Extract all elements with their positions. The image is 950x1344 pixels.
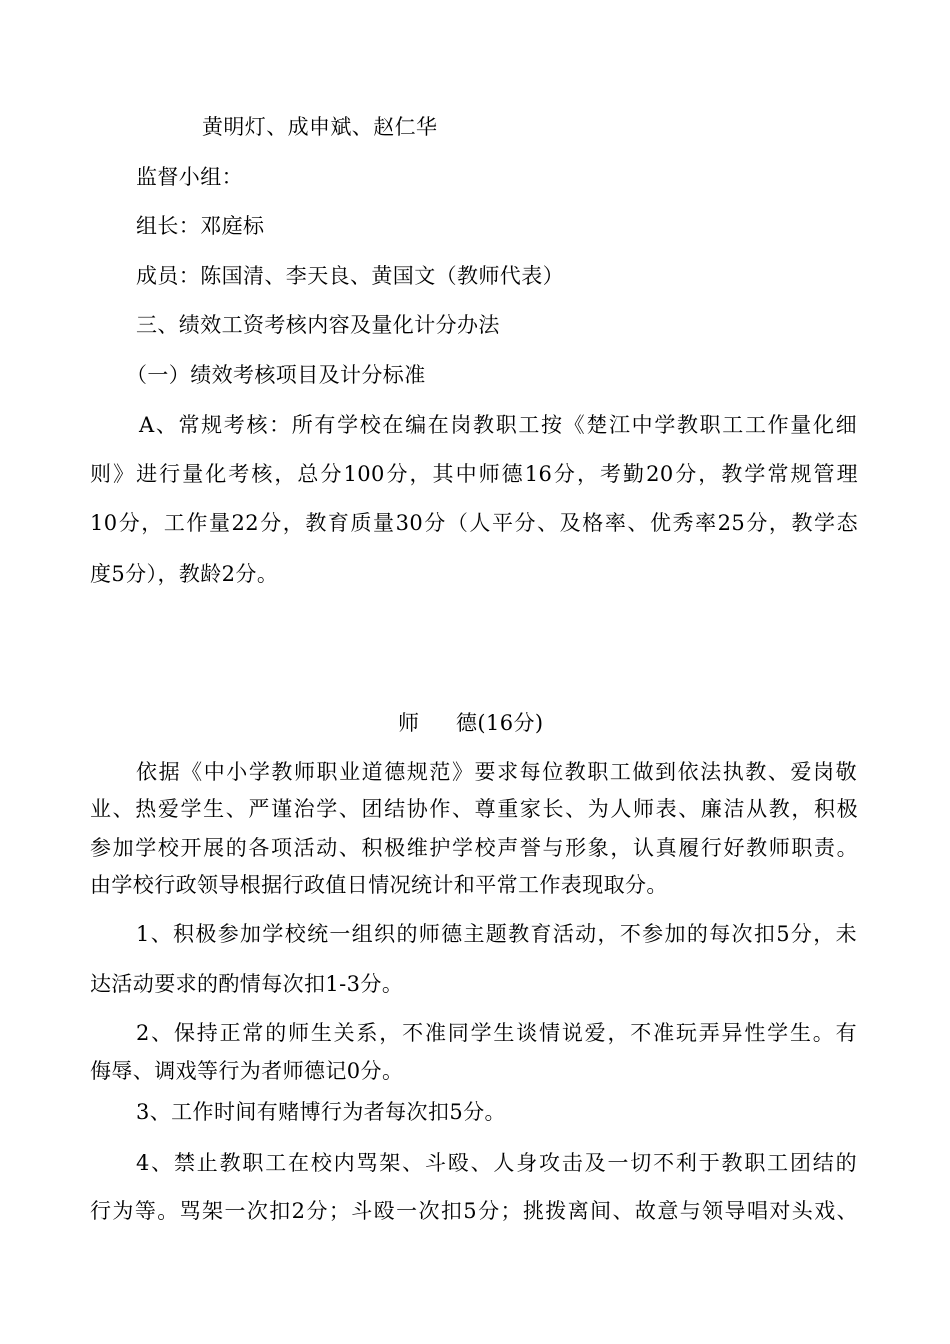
section-a-line-2: 则》进行量化考核，总分100分，其中师德16分，考勤20分，教学常规管理 [90, 462, 858, 486]
ethics-item4-line-2: 行为等。骂架一次扣2分；斗殴一次扣5分；挑拨离间、故意与领导唱对头戏、 [90, 1199, 858, 1223]
member-list-line: 黄明灯、成申斌、赵仁华 [202, 115, 438, 139]
supervision-group-title: 监督小组： [136, 165, 243, 189]
ethics-item1-line-2: 达活动要求的酌情每次扣1-3分。 [90, 972, 404, 996]
section-a-line-3: 10分，工作量22分，教育质量30分（人平分、及格率、优秀率25分，教学态 [90, 511, 858, 535]
section-a-line-4: 度5分），教龄2分。 [90, 562, 279, 586]
section-three-heading: 三、绩效工资考核内容及量化计分办法 [136, 313, 500, 337]
ethics-heading-part2: 德(16分) [456, 711, 544, 735]
subsection-one-heading: （一）绩效考核项目及计分标准 [126, 363, 426, 387]
ethics-intro-line-4: 由学校行政领导根据行政值日情况统计和平常工作表现取分。 [90, 873, 668, 897]
ethics-heading-part1: 师 [398, 711, 420, 735]
section-a-line-1: A、常规考核：所有学校在编在岗教职工按《楚江中学教职工工作量化细 [139, 413, 857, 437]
ethics-item1-line-1: 1、积极参加学校统一组织的师德主题教育活动，不参加的每次扣5分，未 [136, 922, 857, 946]
group-members-line: 成员：陈国清、李天良、黄国文（教师代表） [136, 264, 564, 288]
ethics-intro-line-1: 依据《中小学教师职业道德规范》要求每位教职工做到依法执教、爱岗敬 [136, 760, 857, 784]
ethics-item2-line-1: 2、保持正常的师生关系，不准同学生谈情说爱，不准玩弄异性学生。有 [136, 1021, 857, 1045]
group-leader-line: 组长：邓庭标 [136, 214, 265, 238]
ethics-intro-line-2: 业、热爱学生、严谨治学、团结协作、尊重家长、为人师表、廉洁从教，积极 [90, 797, 858, 821]
ethics-item4-line-1: 4、禁止教职工在校内骂架、斗殴、人身攻击及一切不利于教职工团结的 [136, 1151, 857, 1175]
ethics-intro-line-3: 参加学校开展的各项活动、积极维护学校声誉与形象，认真履行好教师职责。 [90, 836, 858, 860]
ethics-item2-line-2: 侮辱、调戏等行为者师德记0分。 [90, 1059, 404, 1083]
ethics-item3-line-1: 3、工作时间有赌博行为者每次扣5分。 [136, 1100, 506, 1124]
